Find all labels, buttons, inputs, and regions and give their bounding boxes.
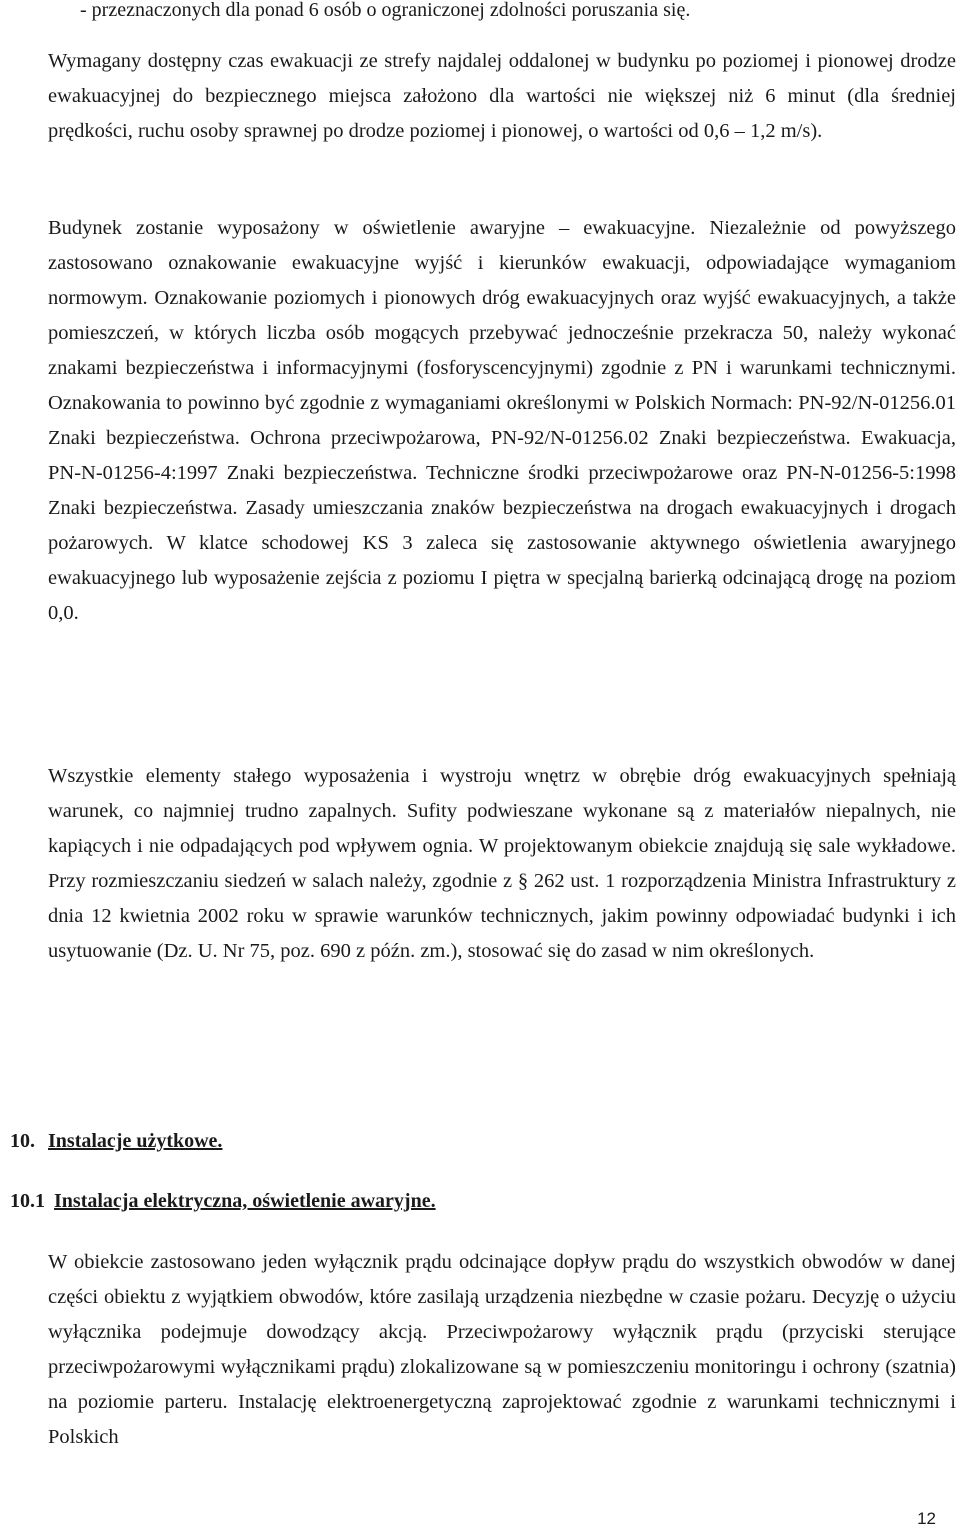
top-line-text: - przeznaczonych dla ponad 6 osób o ograniczonej zdolności poruszania się.	[80, 0, 691, 21]
page-number: 12	[917, 1509, 936, 1528]
paragraph-emergency-lighting: Budynek zostanie wyposażony w oświetlenie awaryjne – ewakuacyjne. Niezależnie od powyższego zastosowano oznakowanie ewakuacyjne wyjść i kierunków ewakuacji, odpowiadające wymaganiom normowym. Oznakowanie poziomych i pionowych dróg ewakuacyjnych oraz wyjść ewakuacyjnych, a także pomieszczeń, w których liczba osób mogących przebywać jednocześnie przekracza 50, należy wykonać znakami bezpieczeństwa i informacyjnymi (fosforyscencyjnymi) zgodnie z PN i warunkami technicznymi. Oznakowania to powinno być zgodnie z wymaganiami określonymi w Polskich Normach: PN-92/N-01256.01 Znaki bezpieczeństwa. Ochrona przeciwpożarowa, PN-92/N-01256.02 Znaki bezpieczeństwa. Ewakuacja, PN-N-01256-4:1997 Znaki bezpieczeństwa. Techniczne środki przeciwpożarowe oraz PN-N-01256-5:1998 Znaki bezpieczeństwa. Zasady umieszczania znaków bezpieczeństwa na drogach ewakuacyjnych i drogach pożarowych. W klatce schodowej KS 3 zaleca się zastosowanie aktywnego oświetlenia awaryjnego ewakuacyjnego lub wyposażenie zejścia z poziomu I piętra w specjalną barierką odcinającą drogę na poziom 0,0.	[48, 217, 956, 624]
section-heading-10	[10, 1126, 222, 1156]
subsection-number: 10.1	[10, 1190, 45, 1212]
paragraph-electrical-installation: W obiekcie zastosowano jeden wyłącznik prądu odcinające dopływ prądu do wszystkich obwodów w danej części obiektu z wyjątkiem obwodów, które zasilają urządzenia niezbędne w czasie pożaru. Decyzję o użyciu wyłącznika podejmuje dowodzący akcją. Przeciwpożarowy wyłącznik prądu (przyciski sterujące przeciwpożarowymi wyłącznikami prądu) zlokalizowane są w pomieszczeniu monitoringu i ochrony (szatnia) na poziomie parteru. Instalację elektroenergetyczną zaprojektować zgodnie z warunkami technicznymi i Polskich	[48, 1251, 956, 1448]
subsection-title: Instalacja elektryczna, oświetlenie awaryjne.	[54, 1190, 436, 1212]
section-heading-10-1	[10, 1186, 436, 1216]
section-number: 10.	[10, 1130, 35, 1152]
paragraph-fixed-equipment: Wszystkie elementy stałego wyposażenia i wystroju wnętrz w obrębie dróg ewakuacyjnych spełniają warunek, co najmniej trudno zapalnych. Sufity podwieszane wykonane są z materiałów niepalnych, nie kapiących i nie odpadających pod wpływem ognia. W projektowanym obiekcie znajdują się sale wykładowe. Przy rozmieszczaniu siedzeń w salach należy, zgodnie z § 262 ust. 1 rozporządzenia Ministra Infrastruktury z dnia 12 kwietnia 2002 roku w sprawie warunków technicznych, jakim powinny odpowiadać budynki i ich usytuowanie (Dz. U. Nr 75, poz. 690 z późn. zm.), stosować się do zasad w nim określonych.	[48, 765, 956, 962]
paragraph-evacuation-time: Wymagany dostępny czas ewakuacji ze strefy najdalej oddalonej w budynku po poziomej i pionowej drodze ewakuacyjnej do bezpiecznego miejsca założono dla wartości nie większej niż 6 minut (dla średniej prędkości, ruchu osoby sprawnej po drodze poziomej i pionowej, o wartości od 0,6 – 1,2 m/s).	[48, 50, 956, 142]
section-title: Instalacje użytkowe.	[48, 1130, 223, 1152]
